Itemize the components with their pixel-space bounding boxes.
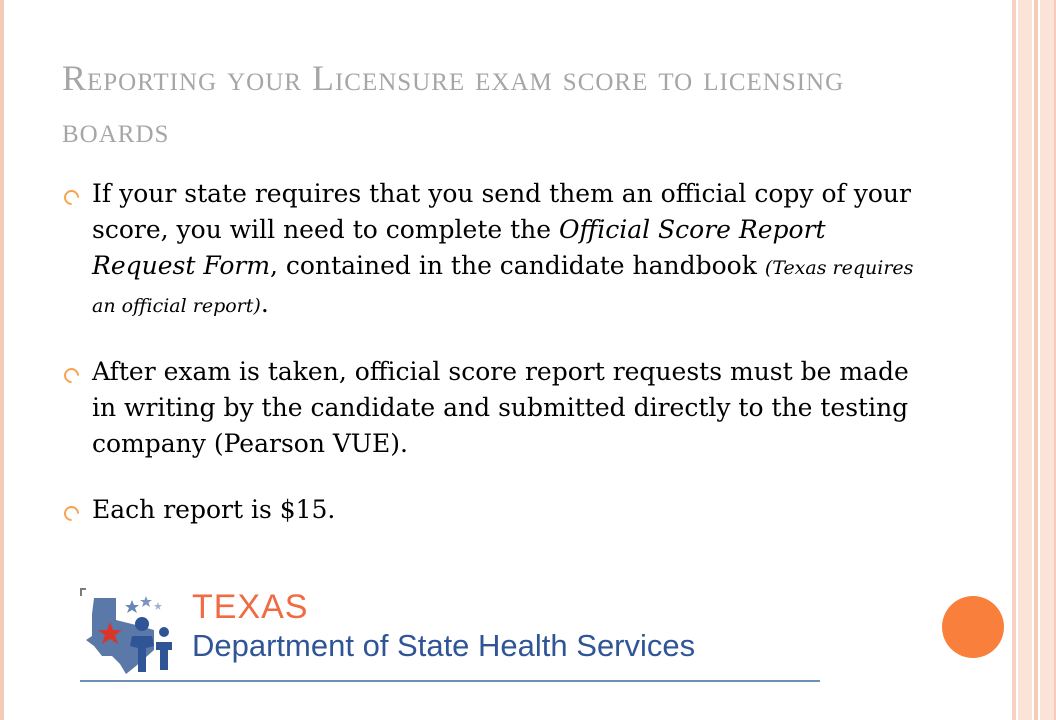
bullet-item	[62, 354, 922, 462]
texas-note: (Texas requires an official report)	[92, 257, 914, 317]
left-border-decoration	[0, 0, 4, 720]
bullet-text: Each report is $15.	[92, 495, 336, 524]
form-name: Official Score Report Request Form	[92, 215, 826, 280]
bullet-mark-icon	[61, 365, 82, 386]
logo-title: TEXAS	[192, 588, 309, 626]
bullet-text: If your state requires that you send them an official copy of your score, you will need to complete the	[92, 179, 911, 244]
bullet-text: , contained in the candidate handbook	[270, 251, 765, 280]
bullet-text: After exam is taken, official score report requests must be made in writing by the candidate and submitted directly to the testing company (Pearson VUE).	[92, 357, 909, 458]
orange-circle-decoration	[942, 596, 1004, 658]
texas-people-icon	[80, 590, 190, 678]
bullet-end: .	[260, 289, 269, 318]
bullet-item	[62, 176, 922, 324]
bullet-item	[62, 492, 922, 528]
bullet-list	[62, 176, 922, 528]
slide-title: Reporting your Licensure exam score to licensing boards	[62, 58, 845, 150]
right-stripes-decoration	[1012, 0, 1056, 720]
bullet-mark-icon	[61, 187, 82, 208]
texas-dshs-logo	[80, 588, 820, 682]
logo-subtitle: Department of State Health Services	[192, 628, 696, 663]
bullet-mark-icon	[61, 503, 82, 524]
